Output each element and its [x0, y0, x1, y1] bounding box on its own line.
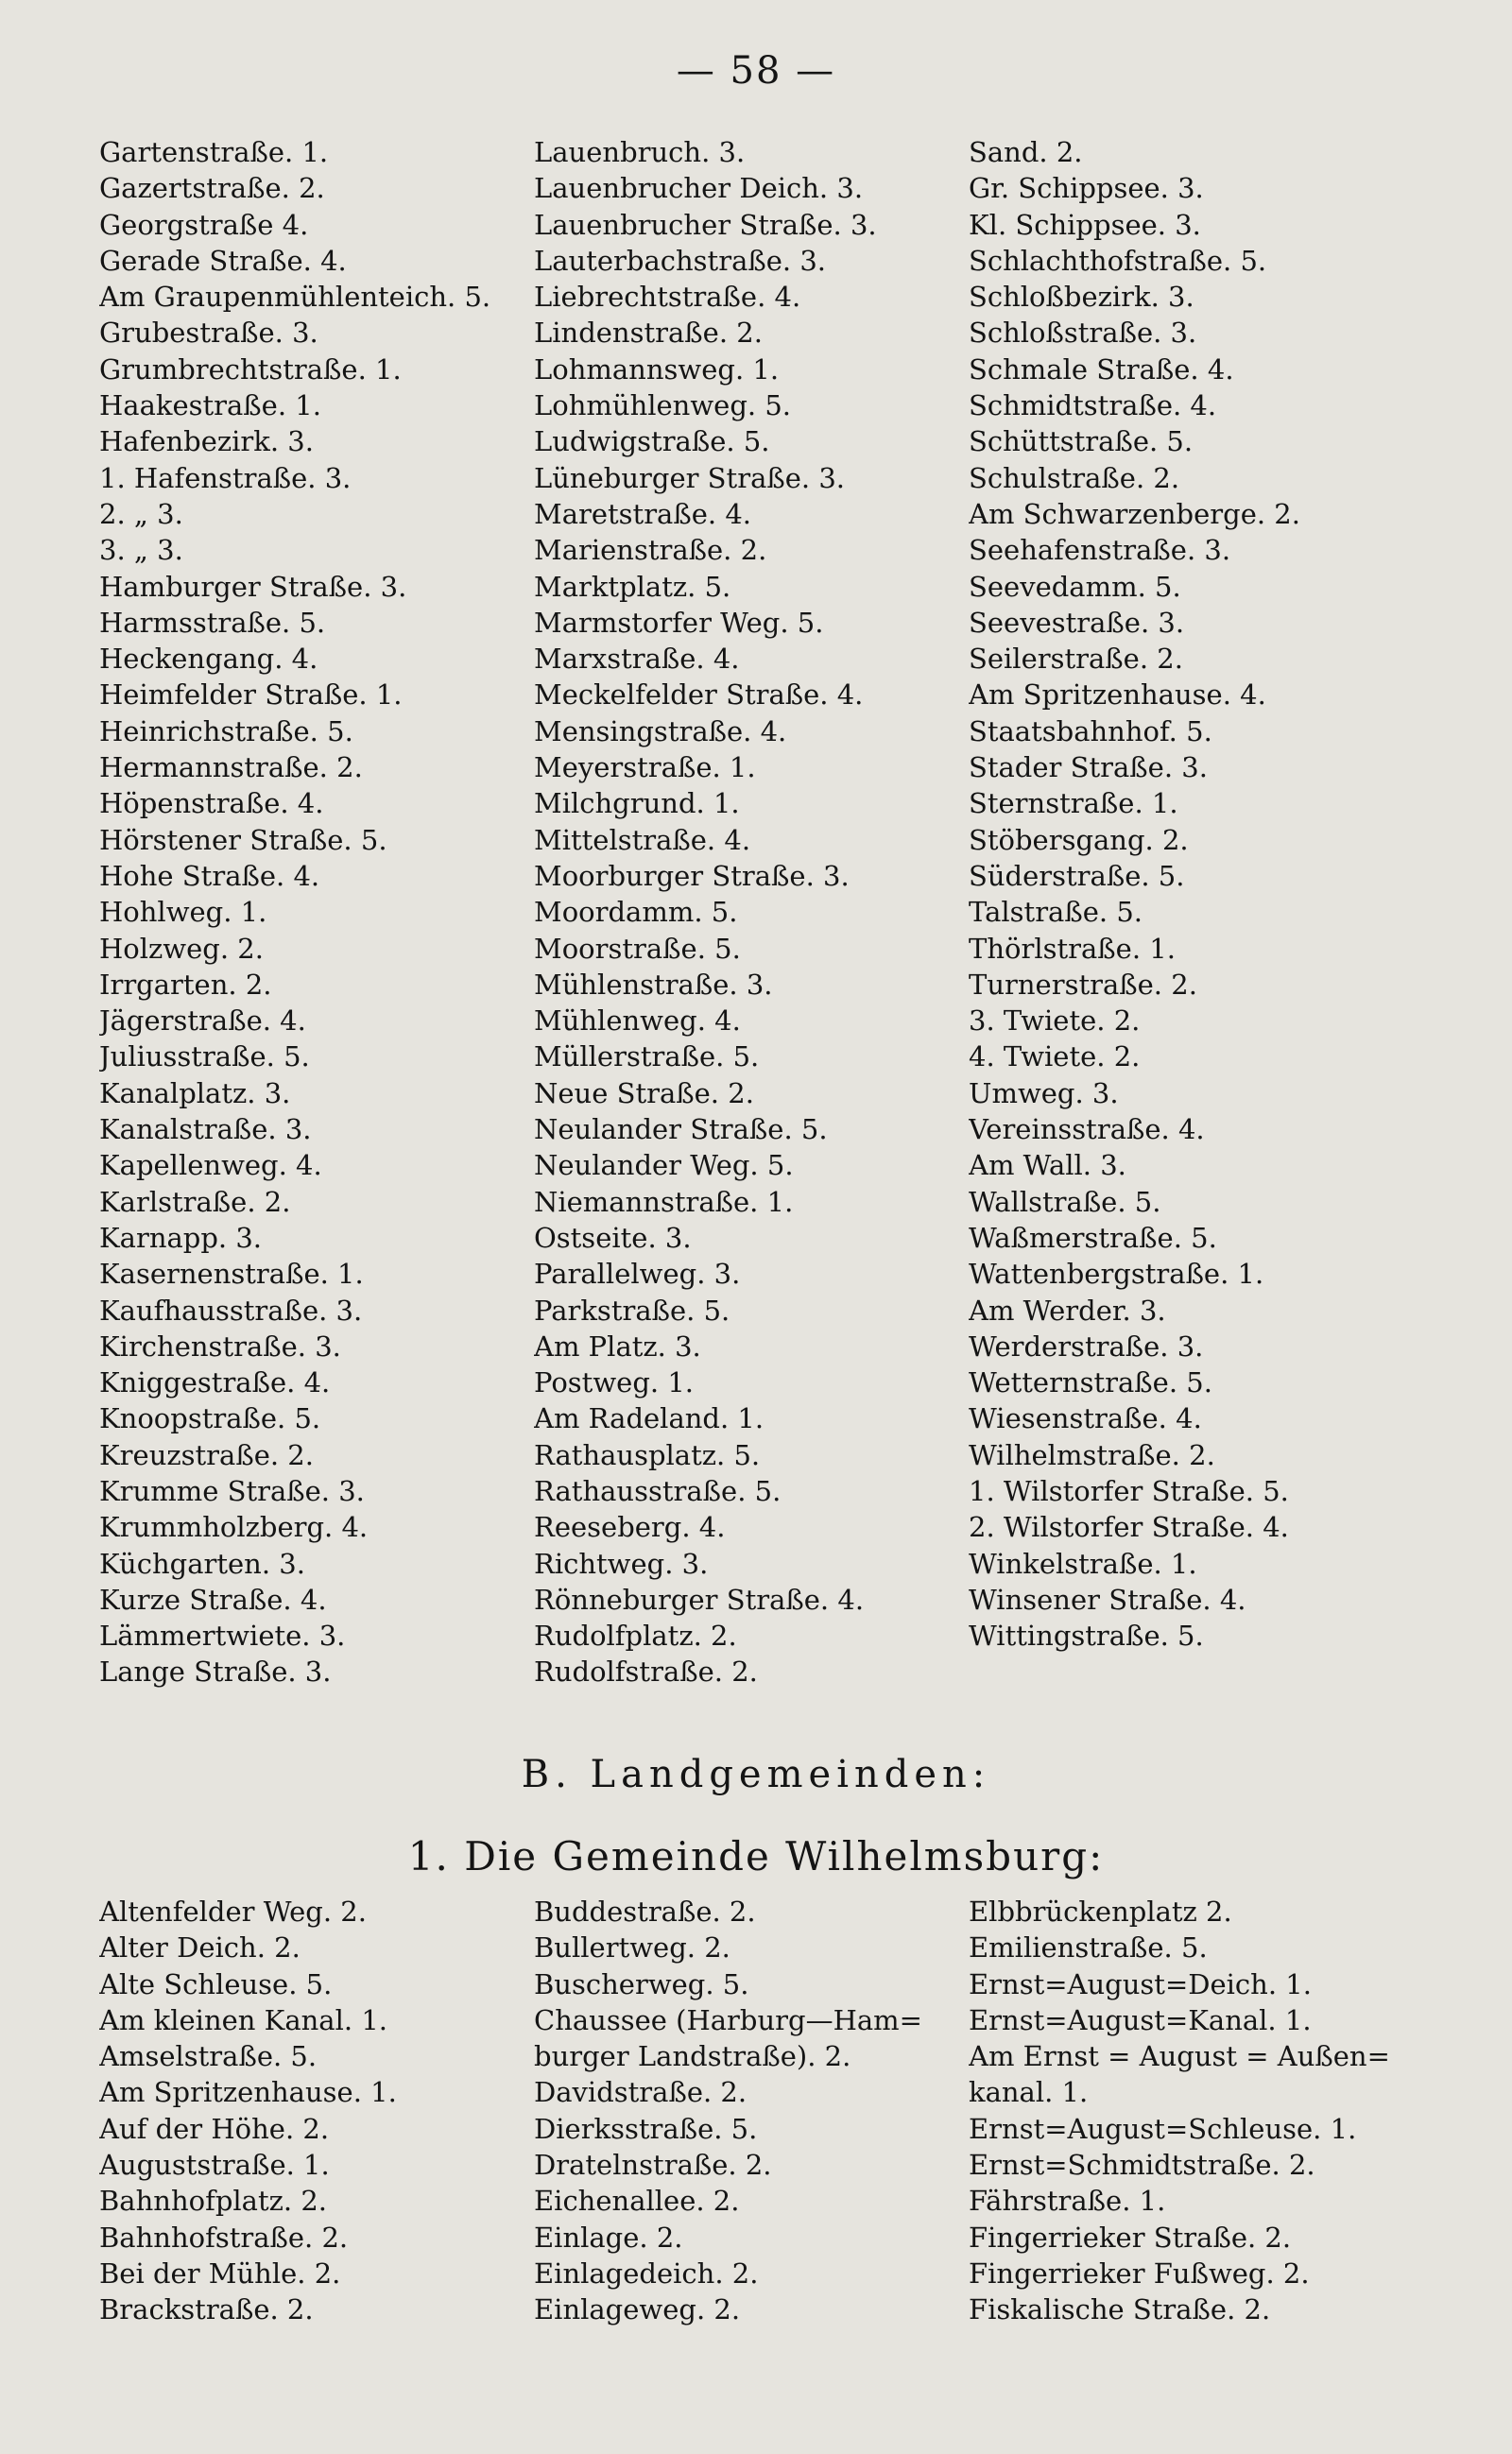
street-entry: Wilhelmstraße. 2. — [969, 1438, 1215, 1471]
street-entry: Umweg. 3. — [969, 1076, 1119, 1109]
street-entry: Sand. 2. — [969, 136, 1083, 168]
street-entry: Bei der Mühle. 2. — [99, 2257, 341, 2290]
street-entry: Ernst=August=Kanal. 1. — [969, 2003, 1312, 2036]
street-entry: Niemannstraße. 1. — [534, 1185, 794, 1218]
street-entry: Am Wall. 3. — [969, 1149, 1126, 1182]
street-entry: kanal. 1. — [969, 2076, 1089, 2109]
street-entry: Eichenallee. 2. — [534, 2185, 740, 2218]
street-entry: Buddestraße. 2. — [534, 1896, 756, 1928]
street-entry: Kasernenstraße. 1. — [99, 1258, 364, 1291]
street-entry: Kniggestraße. 4. — [99, 1366, 331, 1399]
street-entry: Bullertweg. 2. — [534, 1931, 730, 1965]
street-entry: Talstraße. 5. — [969, 896, 1143, 929]
street-entry: Kaufhausstraße. 3. — [99, 1294, 363, 1327]
street-entry: Süderstraße. 5. — [969, 859, 1185, 892]
street-entry: Lauenbrucher Deich. 3. — [534, 172, 864, 205]
street-entry: Mittelstraße. 4. — [534, 823, 751, 856]
street-entry: Georgstraße 4. — [99, 208, 309, 241]
street-entry: Meckelfelder Straße. 4. — [534, 678, 864, 712]
street-entry: Ostseite. 3. — [534, 1221, 692, 1254]
street-entry: Einlage. 2. — [534, 2221, 683, 2254]
street-entry: burger Landstraße). 2. — [534, 2040, 851, 2073]
street-entry: Schulstraße. 2. — [969, 461, 1180, 494]
street-entry: Emilienstraße. 5. — [969, 1931, 1208, 1965]
street-entry: Rathausstraße. 5. — [534, 1474, 782, 1507]
street-entry: Stöbersgang. 2. — [969, 823, 1189, 856]
street-entry: Am Graupenmühlenteich. 5. — [99, 281, 491, 314]
street-entry: Knoopstraße. 5. — [99, 1402, 321, 1435]
street-entry: Marktplatz. 5. — [534, 570, 731, 603]
street-entry: 3. Twiete. 2. — [969, 1004, 1141, 1038]
street-entry: Am Ernst = August = Außen= — [969, 2040, 1390, 2073]
street-entry: Thörlstraße. 1. — [969, 932, 1176, 965]
street-entry: Rönneburger Straße. 4. — [534, 1583, 865, 1616]
street-entry: Seevedamm. 5. — [969, 570, 1181, 603]
street-entry: Fingerrieker Fußweg. 2. — [969, 2257, 1310, 2290]
street-entry: Am Schwarzenberge. 2. — [969, 497, 1300, 530]
wilhelmsburg-column-2 — [534, 1894, 978, 2328]
street-entry: Lauterbachstraße. 3. — [534, 244, 827, 277]
street-entry: Alte Schleuse. 5. — [99, 1967, 333, 2000]
street-entry: Hafenbezirk. 3. — [99, 425, 314, 458]
street-entry: Alter Deich. 2. — [99, 1931, 301, 1965]
street-entry: Wetternstraße. 5. — [969, 1366, 1212, 1399]
street-entry: Kreuzstraße. 2. — [99, 1438, 314, 1471]
street-entry: 1. Hafenstraße. 3. — [99, 461, 352, 494]
street-entry: Richtweg. 3. — [534, 1547, 709, 1580]
street-column-3 — [969, 134, 1413, 1654]
street-entry: Lauenbruch. 3. — [534, 136, 746, 168]
street-entry: Jägerstraße. 4. — [99, 1004, 306, 1038]
street-entry: Krummholzberg. 4. — [99, 1511, 369, 1544]
street-entry: Harmsstraße. 5. — [99, 606, 326, 639]
street-entry: Wittingstraße. 5. — [969, 1620, 1204, 1653]
street-entry: Staatsbahnhof. 5. — [969, 714, 1212, 747]
street-entry: Wallstraße. 5. — [969, 1185, 1161, 1218]
subsection-heading: 1. Die Gemeinde Wilhelmsburg: — [407, 1833, 1105, 1879]
street-entry: Wattenbergstraße. 1. — [969, 1258, 1264, 1291]
street-column-1 — [99, 134, 543, 1690]
street-entry: Neulander Weg. 5. — [534, 1149, 794, 1182]
street-entry: Postweg. 1. — [534, 1366, 694, 1399]
street-entry: Einlageweg. 2. — [534, 2293, 741, 2326]
street-entry: Ernst=August=Deich. 1. — [969, 1967, 1312, 2000]
street-entry: Amselstraße. 5. — [99, 2040, 318, 2073]
street-entry: Am Spritzenhause. 4. — [969, 678, 1266, 712]
street-entry: Meyerstraße. 1. — [534, 751, 756, 784]
street-entry: Lohmühlenweg. 5. — [534, 389, 792, 422]
street-entry: Einlagedeich. 2. — [534, 2257, 759, 2290]
street-entry: Grubestraße. 3. — [99, 317, 318, 350]
page-number: — 58 — — [676, 49, 836, 93]
street-entry: 4. Twiete. 2. — [969, 1040, 1141, 1073]
street-entry: Seevestraße. 3. — [969, 606, 1185, 639]
street-entry: Schüttstraße. 5. — [969, 425, 1194, 458]
street-entry: Kurze Straße. 4. — [99, 1583, 327, 1616]
street-entry: Marxstraße. 4. — [534, 643, 740, 676]
street-entry: 2. Wilstorfer Straße. 4. — [969, 1511, 1289, 1544]
street-entry: Schlachthofstraße. 5. — [969, 244, 1267, 277]
wilhelmsburg-column-1 — [99, 1894, 543, 2328]
street-entry: Maretstraße. 4. — [534, 497, 751, 530]
street-entry: Gr. Schippsee. 3. — [969, 172, 1204, 205]
street-entry: Heimfelder Straße. 1. — [99, 678, 403, 712]
street-entry: Seehafenstraße. 3. — [969, 534, 1231, 567]
street-entry: Chaussee (Harburg—Ham= — [534, 2003, 922, 2036]
street-entry: Hohlweg. 1. — [99, 896, 267, 929]
street-entry: Schloßstraße. 3. — [969, 317, 1197, 350]
section-heading: B. Landgemeinden: — [521, 1753, 991, 1796]
street-entry: Buscherweg. 5. — [534, 1967, 749, 2000]
street-entry: Hörstener Straße. 5. — [99, 823, 387, 856]
street-entry: Dierksstraße. 5. — [534, 2112, 758, 2145]
street-entry: Winkelstraße. 1. — [969, 1547, 1197, 1580]
street-entry: Rathausplatz. 5. — [534, 1438, 761, 1471]
street-entry: Waßmerstraße. 5. — [969, 1221, 1217, 1254]
street-entry: 2. „ 3. — [99, 497, 183, 530]
street-entry: Schmale Straße. 4. — [969, 352, 1234, 386]
street-entry: Schmidtstraße. 4. — [969, 389, 1217, 422]
street-entry: Heckengang. 4. — [99, 643, 318, 676]
street-entry: Elbbrückenplatz 2. — [969, 1896, 1232, 1928]
street-entry: Ludwigstraße. 5. — [534, 425, 770, 458]
street-entry: Liebrechtstraße. 4. — [534, 281, 801, 314]
street-entry: Reeseberg. 4. — [534, 1511, 726, 1544]
street-entry: Karnapp. 3. — [99, 1221, 263, 1254]
street-entry: Mühlenstraße. 3. — [534, 968, 773, 1001]
street-entry: Am kleinen Kanal. 1. — [99, 2003, 387, 2036]
street-entry: Bahnhofstraße. 2. — [99, 2221, 349, 2254]
street-entry: Grumbrechtstraße. 1. — [99, 352, 402, 386]
street-entry: Rudolfstraße. 2. — [534, 1656, 758, 1689]
street-entry: Kl. Schippsee. 3. — [969, 208, 1201, 241]
street-entry: Am Spritzenhause. 1. — [99, 2076, 397, 2109]
street-entry: Lämmertwiete. 3. — [99, 1620, 346, 1653]
street-entry: Moordamm. 5. — [534, 896, 738, 929]
street-entry: Moorstraße. 5. — [534, 932, 741, 965]
street-entry: Marmstorfer Weg. 5. — [534, 606, 824, 639]
street-entry: Wiesenstraße. 4. — [969, 1402, 1202, 1435]
street-entry: Am Werder. 3. — [969, 1294, 1166, 1327]
street-entry: Lindenstraße. 2. — [534, 317, 763, 350]
street-entry: Mensingstraße. 4. — [534, 714, 787, 747]
street-entry: Auguststraße. 1. — [99, 2149, 330, 2182]
street-entry: Haakestraße. 1. — [99, 389, 321, 422]
street-entry: Lauenbrucher Straße. 3. — [534, 208, 877, 241]
street-column-2 — [534, 134, 978, 1690]
street-entry: Am Radeland. 1. — [534, 1402, 765, 1435]
street-entry: Altenfelder Weg. 2. — [99, 1896, 367, 1928]
street-entry: Stader Straße. 3. — [969, 751, 1208, 784]
street-entry: Marienstraße. 2. — [534, 534, 767, 567]
street-entry: Ernst=August=Schleuse. 1. — [969, 2112, 1357, 2145]
street-entry: Ernst=Schmidtstraße. 2. — [969, 2149, 1315, 2182]
street-entry: Dratelnstraße. 2. — [534, 2149, 772, 2182]
street-entry: Davidstraße. 2. — [534, 2076, 747, 2109]
street-entry: Turnerstraße. 2. — [969, 968, 1197, 1001]
street-entry: Karlstraße. 2. — [99, 1185, 291, 1218]
street-entry: Am Platz. 3. — [534, 1330, 701, 1363]
street-entry: Lohmannsweg. 1. — [534, 352, 780, 386]
street-entry: Fährstraße. 1. — [969, 2185, 1166, 2218]
street-entry: Krumme Straße. 3. — [99, 1474, 365, 1507]
street-entry: Milchgrund. 1. — [534, 787, 740, 820]
street-entry: 3. „ 3. — [99, 534, 183, 567]
street-entry: Küchgarten. 3. — [99, 1547, 305, 1580]
street-entry: Gerade Straße. 4. — [99, 244, 347, 277]
street-entry: Werderstraße. 3. — [969, 1330, 1204, 1363]
street-entry: Fingerrieker Straße. 2. — [969, 2221, 1292, 2254]
street-entry: Neulander Straße. 5. — [534, 1113, 828, 1146]
street-entry: Vereinsstraße. 4. — [969, 1113, 1205, 1146]
street-entry: Auf der Höhe. 2. — [99, 2112, 330, 2145]
street-entry: Parallelweg. 3. — [534, 1258, 741, 1291]
street-entry: Parkstraße. 5. — [534, 1294, 730, 1327]
street-entry: Irrgarten. 2. — [99, 968, 272, 1001]
street-entry: Bahnhofplatz. 2. — [99, 2185, 327, 2218]
street-entry: Brackstraße. 2. — [99, 2293, 314, 2326]
street-entry: 1. Wilstorfer Straße. 5. — [969, 1474, 1289, 1507]
street-entry: Neue Straße. 2. — [534, 1076, 754, 1109]
street-entry: Hamburger Straße. 3. — [99, 570, 407, 603]
street-entry: Kanalplatz. 3. — [99, 1076, 291, 1109]
street-entry: Lüneburger Straße. 3. — [534, 461, 845, 494]
street-entry: Kanalstraße. 3. — [99, 1113, 312, 1146]
wilhelmsburg-column-3 — [969, 1894, 1413, 2328]
street-entry: Sternstraße. 1. — [969, 787, 1178, 820]
street-entry: Winsener Straße. 4. — [969, 1583, 1246, 1616]
street-entry: Schloßbezirk. 3. — [969, 281, 1194, 314]
street-entry: Heinrichstraße. 5. — [99, 714, 353, 747]
street-entry: Müllerstraße. 5. — [534, 1040, 760, 1073]
street-entry: Juliusstraße. 5. — [99, 1040, 310, 1073]
street-entry: Rudolfplatz. 2. — [534, 1620, 737, 1653]
street-entry: Mühlenweg. 4. — [534, 1004, 741, 1038]
street-entry: Hermannstraße. 2. — [99, 751, 363, 784]
street-entry: Holzweg. 2. — [99, 932, 264, 965]
street-entry: Gazertstraße. 2. — [99, 172, 325, 205]
street-entry: Kirchenstraße. 3. — [99, 1330, 341, 1363]
street-entry: Kapellenweg. 4. — [99, 1149, 322, 1182]
street-entry: Lange Straße. 3. — [99, 1656, 332, 1689]
street-entry: Seilerstraße. 2. — [969, 643, 1183, 676]
street-entry: Fiskalische Straße. 2. — [969, 2293, 1271, 2326]
street-entry: Moorburger Straße. 3. — [534, 859, 850, 892]
street-entry: Höpenstraße. 4. — [99, 787, 324, 820]
street-entry: Gartenstraße. 1. — [99, 136, 329, 168]
street-entry: Hohe Straße. 4. — [99, 859, 320, 892]
